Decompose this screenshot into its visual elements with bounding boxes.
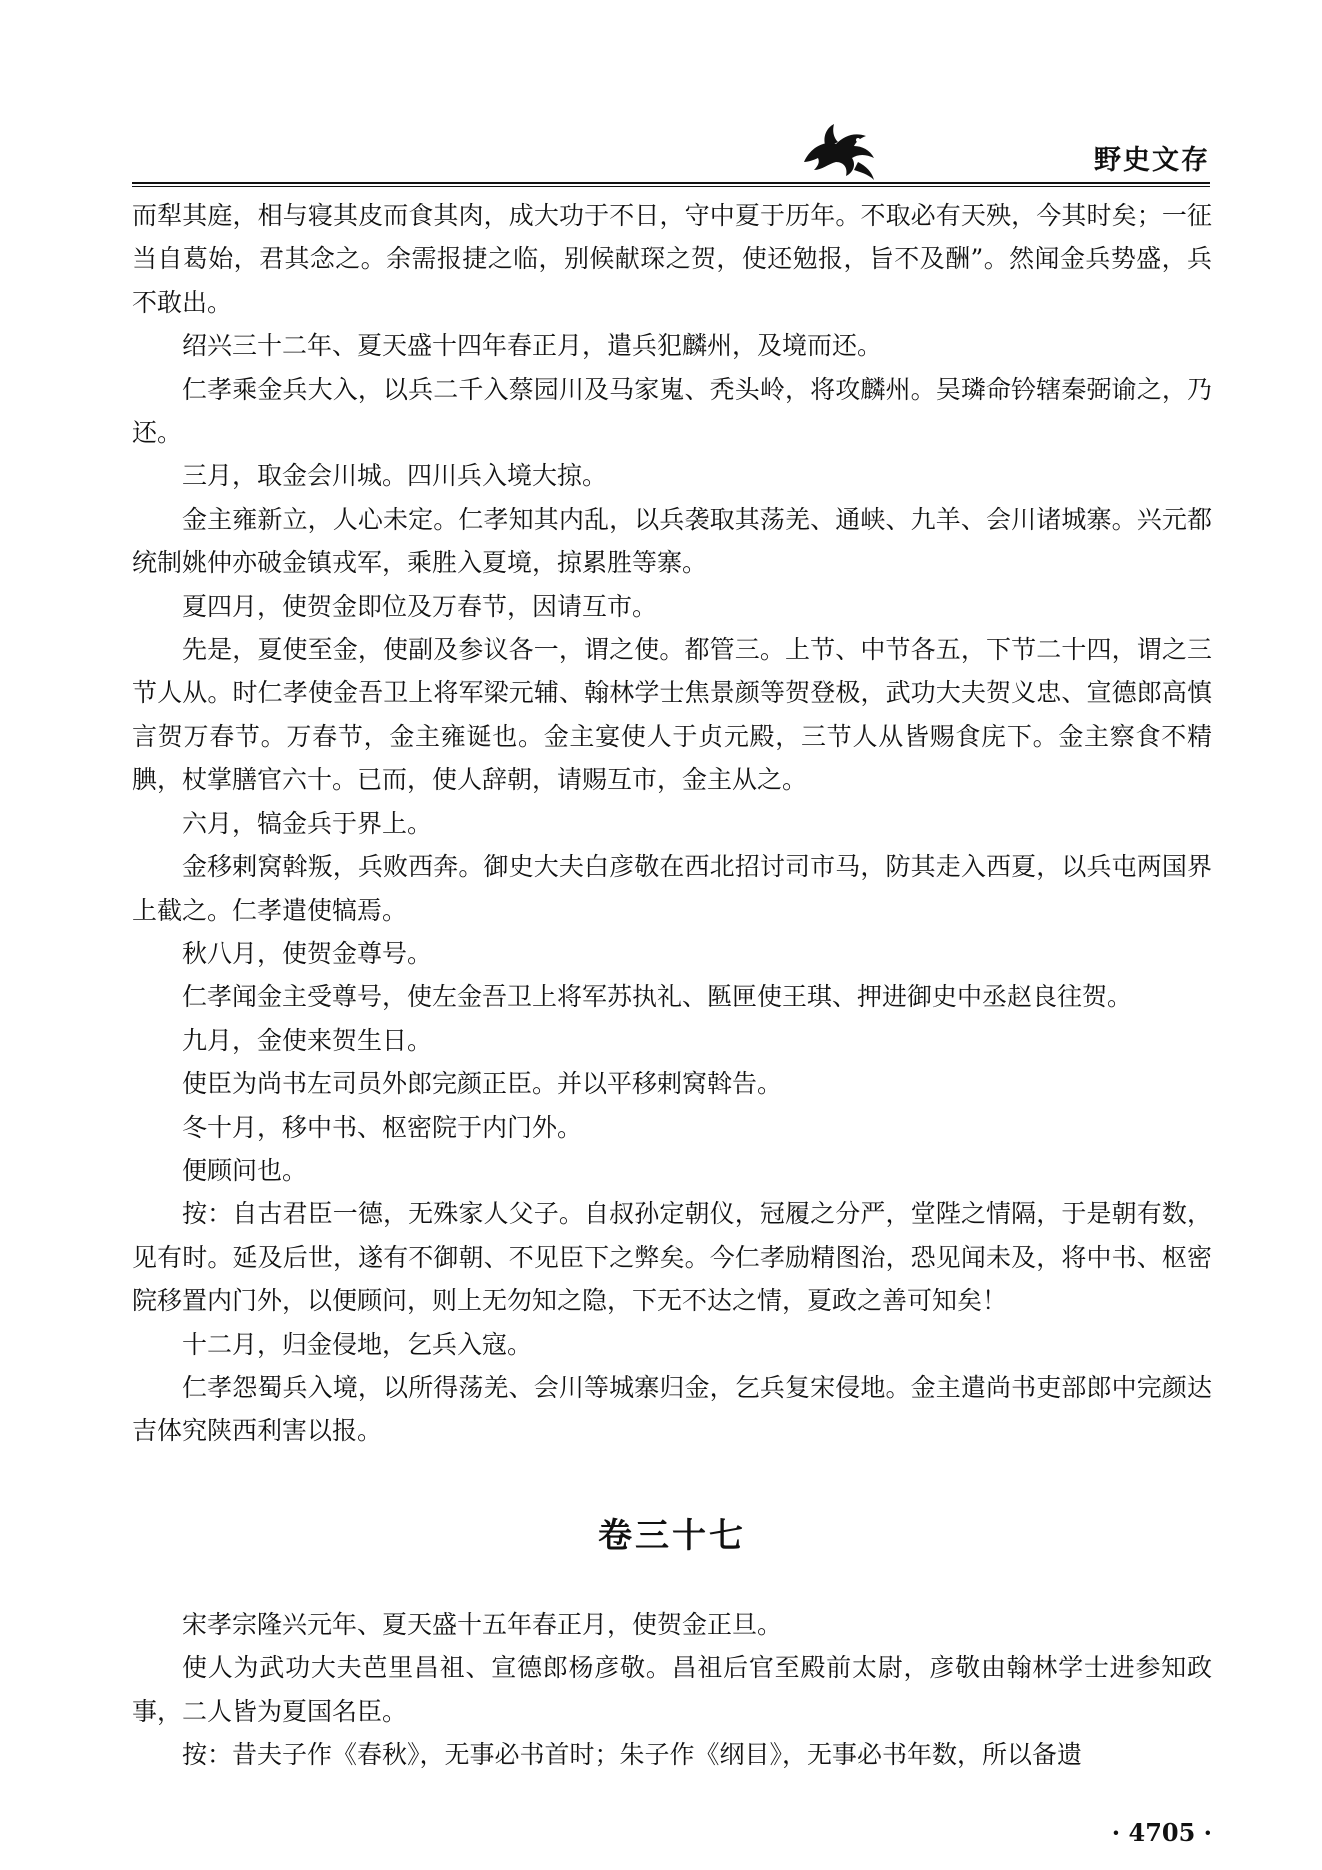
page-header — [132, 118, 1210, 186]
paragraph: 便顾问也。 — [182, 1155, 308, 1185]
paragraph: 冬十月，移中书、枢密院于内门外。 — [182, 1112, 583, 1142]
paragraph: 按：昔夫子作《春秋》，无事必书首时；朱子作《纲目》，无事必书年数，所以备遗 — [182, 1740, 1083, 1770]
page-number: · 4705 · — [1111, 1818, 1212, 1847]
chapter-title: 卷三十七 — [598, 1516, 746, 1556]
paragraph: 按：自古君臣一德，无殊家人父子。自叔孙定朝仪，冠履之分严，堂陛之情隔，于是朝有数，见有时。延及后世，遂有不御朝、不见臣下之弊矣。今仁孝励精图治，恐见闻未及，将中书、枢密院移置内门外，以便顾问，则上无勿知之隐，下无不达之情，夏政之善可知矣！ — [132, 1199, 1212, 1316]
header-rule — [132, 182, 1210, 187]
paragraph: 三月，取金会川城。四川兵入境大掠。 — [182, 461, 608, 491]
paragraph: 金移剌窝斡叛，兵败西奔。御史大夫白彦敬在西北招讨司市马，防其走入西夏，以兵屯两国界上截之。仁孝遣使犒焉。 — [132, 852, 1212, 925]
paragraph: 十二月，归金侵地，乞兵入寇。 — [182, 1329, 533, 1359]
paragraph: 夏四月，使贺金即位及万春节，因请互市。 — [182, 591, 658, 621]
series-title: 野史文存 — [1094, 145, 1210, 176]
paragraph: 金主雍新立，人心未定。仁孝知其内乱，以兵袭取其荡羌、通峡、九羊、会川诸城寨。兴元都统制姚仲亦破金镇戎军，乘胜入夏境，掠累胜等寨。 — [132, 504, 1212, 578]
paragraph: 而犁其庭，相与寝其皮而食其肉，成大功于不日，守中夏于历年。不取必有天殃，今其时矣；一征当自葛始，君其念之。余需报捷之临，别候献琛之贺，使还勉报，旨不及酬”。然闻金兵势盛，兵不敢出。 — [132, 201, 1212, 317]
paragraph: 九月，金使来贺生日。 — [182, 1025, 433, 1055]
paragraph: 仁孝怨蜀兵入境，以所得荡羌、会川等城寨归金，乞兵复宋侵地。金主遣尚书吏部郎中完颜达吉体究陕西利害以报。 — [132, 1372, 1212, 1446]
paragraph: 使臣为尚书左司员外郎完颜正臣。并以平移剌窝斡告。 — [182, 1069, 783, 1099]
dragon-emblem-icon — [796, 118, 880, 182]
paragraph: 六月，犒金兵于界上。 — [182, 808, 433, 838]
paragraph: 秋八月，使贺金尊号。 — [182, 938, 433, 968]
paragraph: 先是，夏使至金，使副及参议各一，谓之使。都管三。上节、中节各五，下节二十四，谓之三节人从。时仁孝使金吾卫上将军梁元辅、翰林学士焦景颜等贺登极，武功大夫贺义忠、宣德郎高慎言贺万春节。万春节，金主雍诞也。金主宴使人于贞元殿，三节人从皆赐食庑下。金主察食不精腆，杖掌膳官六十。已而，使人辞朝，请赐互市，金主从之。 — [132, 635, 1212, 795]
main-text — [132, 194, 1212, 1453]
paragraph: 使人为武功大夫芭里昌祖、宣德郎杨彦敬。昌祖后官至殿前太尉，彦敬由翰林学士进参知政事，二人皆为夏国名臣。 — [132, 1653, 1212, 1726]
paragraph: 绍兴三十二年、夏天盛十四年春正月，遣兵犯麟州，及境而还。 — [182, 331, 883, 361]
paragraph: 仁孝闻金主受尊号，使左金吾卫上将军苏执礼、匦匣使王琪、押进御史中丞赵良往贺。 — [182, 982, 1133, 1012]
paragraph: 宋孝宗隆兴元年、夏天盛十五年春正月，使贺金正旦。 — [182, 1610, 783, 1639]
chapter-text — [132, 1603, 1212, 1777]
paragraph: 仁孝乘金兵大入，以兵二千入蔡园川及马家嵬、秃头岭，将攻麟州。吴璘命钤辖秦弼谕之，乃还。 — [132, 374, 1212, 448]
